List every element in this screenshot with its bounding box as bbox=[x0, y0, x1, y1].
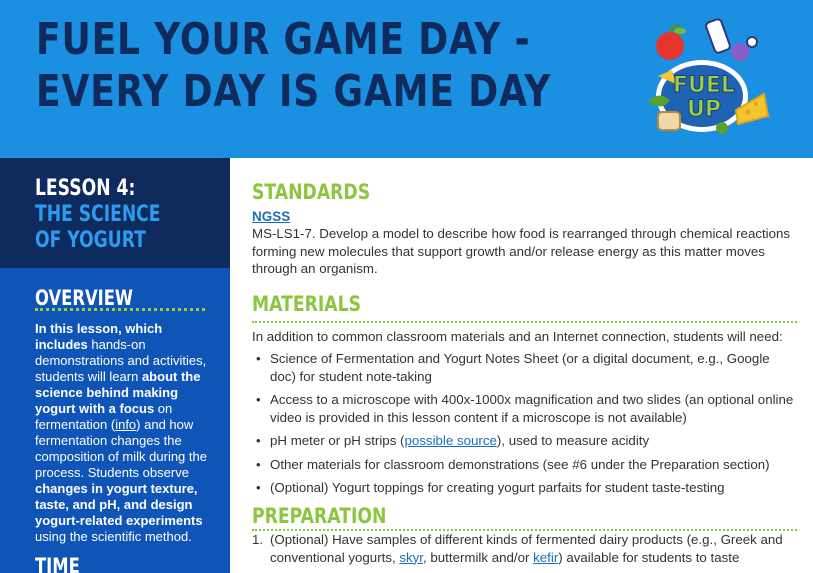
info-link[interactable]: info bbox=[115, 417, 137, 432]
preparation-heading: PREPARATION bbox=[252, 504, 387, 528]
lesson-box bbox=[0, 158, 230, 268]
standard-text: MS-LS1-7. Develop a model to describe how food is rearranged through chemical reactions forming new molecules that support growth and/or release energy as this matter moves through an organism. bbox=[252, 226, 791, 276]
sidebar bbox=[0, 158, 230, 573]
logo-up-text: UP bbox=[687, 97, 721, 122]
overview-divider bbox=[35, 308, 205, 311]
list-item: • Access to a microscope with 400x-1000x magnification and two slides (an optional online video is provided in this lesson content if a microscope is not available) bbox=[252, 391, 797, 426]
lesson-title bbox=[35, 202, 161, 254]
prep-text-middle: , buttermilk and/or bbox=[423, 549, 534, 565]
list-item: • Science of Fermentation and Yogurt Notes Sheet (or a digital document, e.g., Google doc) for student note-taking bbox=[252, 350, 797, 385]
logo-fuel-text: FUEL bbox=[673, 73, 735, 98]
preparation-list bbox=[252, 531, 797, 566]
lesson-title-line-1: THE SCIENCE bbox=[35, 202, 161, 227]
page-header bbox=[0, 0, 813, 158]
lesson-number: LESSON 4: bbox=[35, 176, 136, 201]
prep-text-after: ) available for students to taste bbox=[558, 549, 740, 565]
ph-text-after: ), used to measure acidity bbox=[496, 433, 650, 448]
plum-icon bbox=[731, 43, 749, 61]
overview-text-2: on fermentation ( bbox=[35, 401, 173, 432]
list-item bbox=[252, 531, 797, 566]
overview-text-3: ) and how fermentation changes the composition of milk during the process. Students observe bbox=[35, 417, 207, 480]
kefir-link[interactable]: kefir bbox=[533, 549, 559, 565]
fuel-up-logo bbox=[640, 18, 770, 140]
overview-bold-3: changes in yogurt texture, taste, and pH, and design yogurt-related experiments bbox=[35, 481, 203, 528]
overview-bold-2: about the science behind making yogurt with a focus bbox=[35, 369, 201, 416]
materials-intro: In addition to common classroom materials and an Internet connection, students will need: bbox=[252, 329, 783, 344]
materials-list bbox=[252, 350, 797, 503]
title-line-2: EVERY DAY IS GAME DAY bbox=[36, 66, 552, 117]
overview-text-1: hands-on demonstrations and activities, students will learn bbox=[35, 337, 207, 384]
lesson-title-line-2: OF YOGURT bbox=[35, 228, 146, 253]
possible-source-link[interactable]: possible source bbox=[404, 433, 497, 448]
standards-heading: STANDARDS bbox=[252, 180, 371, 204]
title-line-1: FUEL YOUR GAME DAY - bbox=[36, 14, 531, 65]
list-item: • (Optional) Yogurt toppings for creating yogurt parfaits for student taste-testing bbox=[252, 479, 797, 497]
time-heading: TIME bbox=[35, 554, 80, 573]
overview-text bbox=[35, 321, 213, 545]
ngss-link[interactable]: NGSS bbox=[252, 209, 291, 224]
materials-divider bbox=[252, 321, 797, 323]
overview-text-4: using the scientific method. bbox=[35, 529, 192, 544]
skyr-link[interactable]: skyr bbox=[399, 549, 423, 565]
materials-heading: MATERIALS bbox=[252, 292, 362, 316]
list-item: • Other materials for classroom demonstrations (see #6 under the Preparation section) bbox=[252, 456, 797, 474]
list-item bbox=[252, 432, 797, 450]
overview-heading: OVERVIEW bbox=[35, 286, 133, 310]
ph-text-before: pH meter or pH strips ( bbox=[270, 433, 405, 448]
prep-text-before: (Optional) Have samples of different kinds of fermented dairy products (e.g., Greek and conventional yogurts, bbox=[270, 532, 783, 565]
prep-item-number: 1. bbox=[252, 532, 264, 547]
overview-bold-1: In this lesson, which includes bbox=[35, 321, 163, 352]
apple-icon bbox=[656, 32, 684, 60]
milk-bottle-icon bbox=[705, 18, 731, 54]
bread-icon bbox=[658, 112, 680, 130]
page-title bbox=[36, 14, 551, 118]
